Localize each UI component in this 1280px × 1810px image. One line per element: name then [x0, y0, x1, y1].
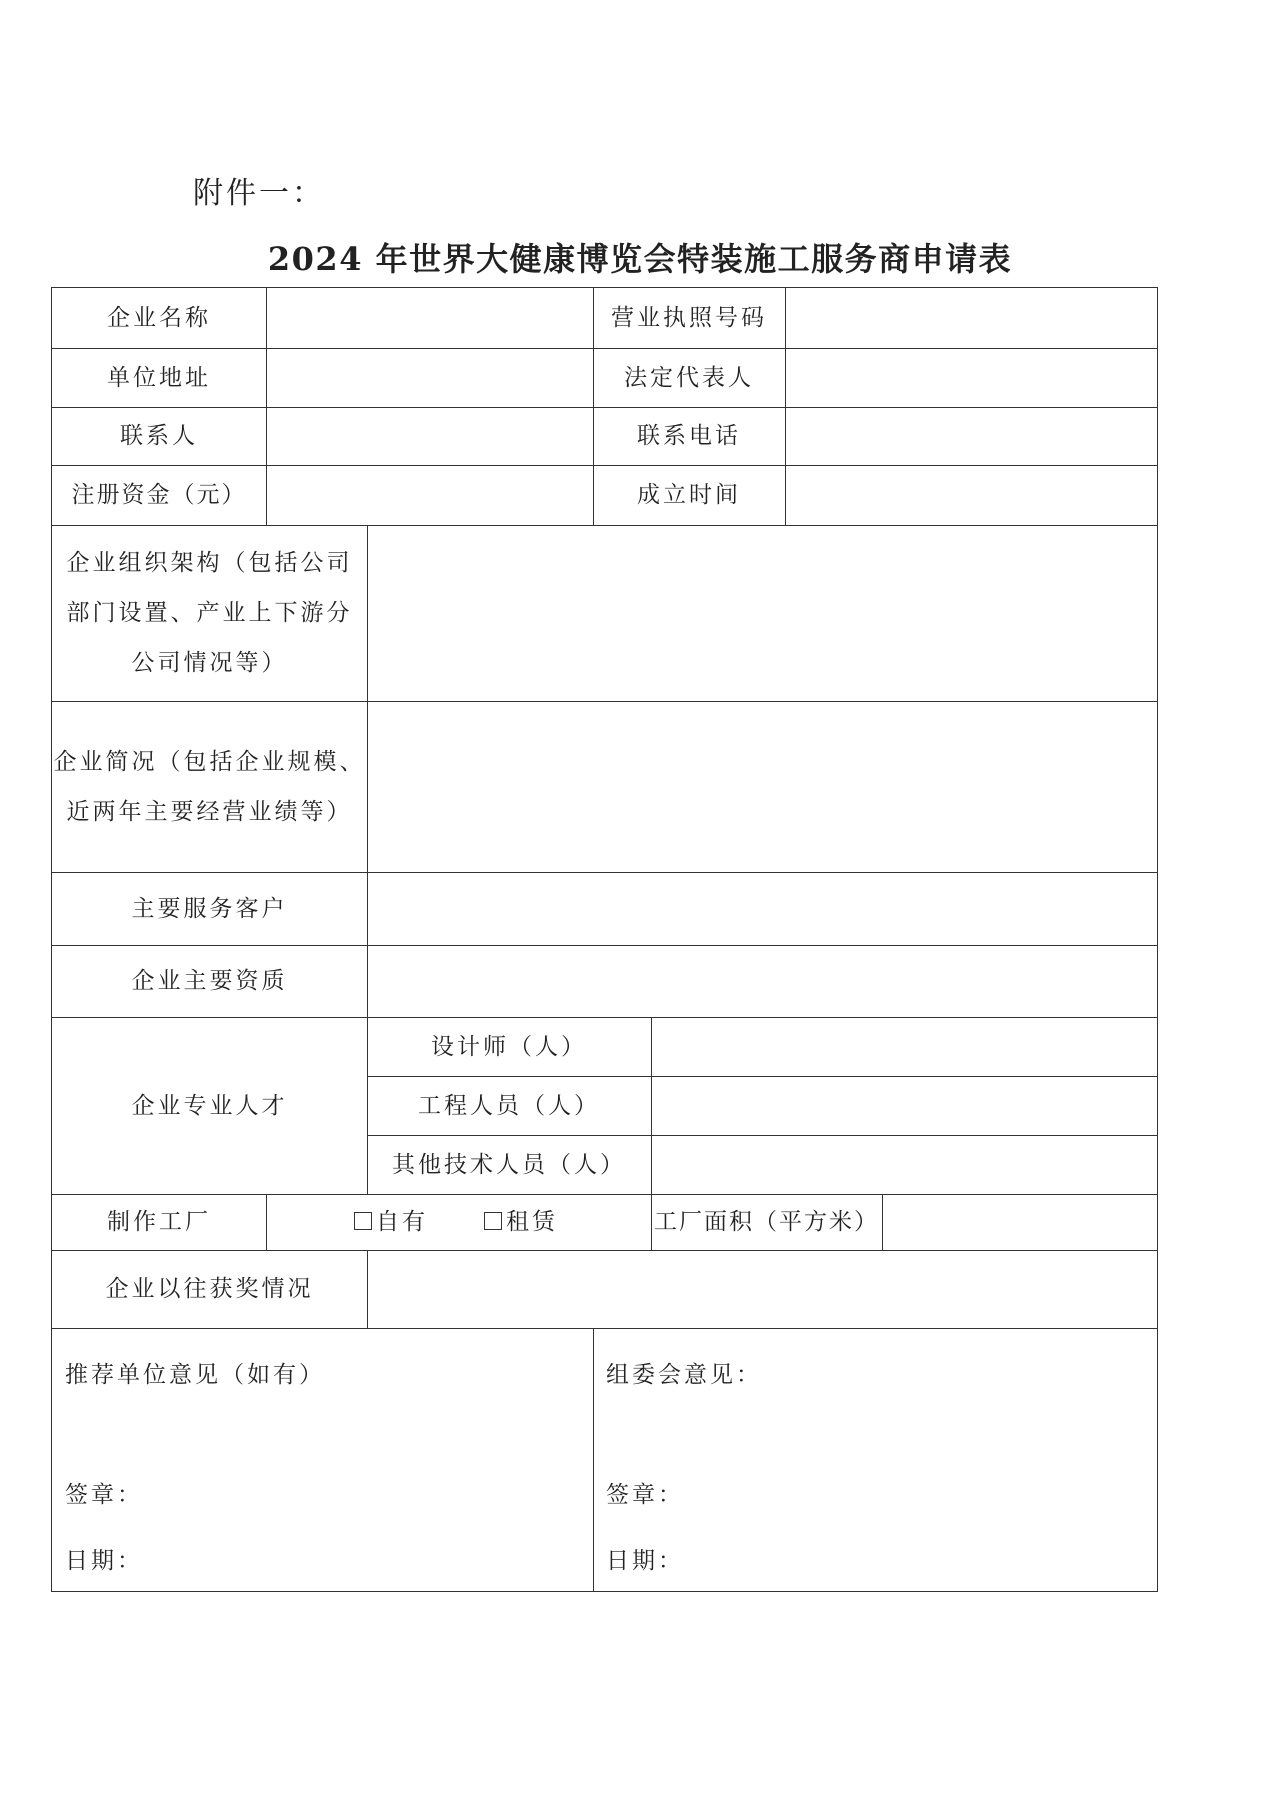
checkbox-icon[interactable] — [354, 1212, 372, 1230]
recommend-opinion-box[interactable] — [52, 1328, 593, 1591]
registered-capital-label: 注册资金（元） — [71, 482, 247, 508]
factory-label: 制作工厂 — [107, 1209, 211, 1235]
factory-option-rent[interactable] — [484, 1197, 558, 1247]
factory-option-own-label: 自有 — [376, 1209, 428, 1235]
other-tech-field[interactable] — [651, 1135, 1157, 1194]
designers-label: 设计师（人） — [431, 1033, 587, 1060]
attachment-label: 附件一： — [193, 176, 325, 211]
recommend-date-label: 日期： — [65, 1548, 143, 1574]
factory-area-label: 工厂面积（平方米） — [654, 1209, 879, 1235]
committee-date-label: 日期： — [606, 1548, 684, 1574]
business-license-field[interactable] — [785, 288, 1157, 348]
profile-line: 近两年主要经营业绩等） — [66, 798, 353, 825]
profile-line: 企业简况（包括企业规模、 — [53, 748, 366, 775]
address-field[interactable] — [266, 348, 593, 407]
factory-options — [266, 1194, 651, 1250]
committee-label: 组委会意见： — [606, 1362, 762, 1388]
founded-label: 成立时间 — [637, 482, 741, 508]
form-title: 2024 年世界大健康博览会特装施工服务商申请表 — [267, 240, 1013, 278]
committee-opinion-box[interactable] — [593, 1328, 1157, 1591]
legal-rep-label: 法定代表人 — [624, 364, 754, 391]
committee-signature-label: 签章： — [606, 1482, 684, 1508]
contact-phone-field[interactable] — [785, 407, 1157, 465]
talent-label: 企业专业人才 — [131, 1092, 288, 1119]
company-name-field[interactable] — [266, 288, 593, 348]
clients-label: 主要服务客户 — [131, 895, 288, 922]
company-profile-label — [52, 701, 367, 872]
factory-area-field[interactable] — [882, 1194, 1157, 1250]
application-form-table — [51, 287, 1158, 1592]
factory-option-own[interactable] — [354, 1197, 428, 1247]
org-structure-label — [52, 525, 367, 701]
clients-field[interactable] — [367, 872, 1157, 945]
legal-rep-field[interactable] — [785, 348, 1157, 407]
founded-field[interactable] — [785, 465, 1157, 525]
checkbox-icon[interactable] — [484, 1212, 502, 1230]
company-profile-field[interactable] — [367, 701, 1157, 872]
engineers-label: 工程人员（人） — [418, 1092, 600, 1119]
business-license-label: 营业执照号码 — [611, 305, 767, 331]
org-structure-field[interactable] — [367, 525, 1157, 701]
qualifications-label: 企业主要资质 — [131, 968, 288, 994]
org-structure-line: 企业组织架构（包括公司 — [66, 550, 353, 576]
awards-label: 企业以往获奖情况 — [105, 1276, 314, 1302]
org-structure-line: 公司情况等） — [131, 650, 288, 676]
contact-field[interactable] — [266, 407, 593, 465]
company-name-label: 企业名称 — [107, 305, 211, 331]
qualifications-field[interactable] — [367, 945, 1157, 1017]
contact-label: 联系人 — [120, 423, 198, 449]
recommend-label: 推荐单位意见（如有） — [65, 1362, 325, 1388]
designers-field[interactable] — [651, 1017, 1157, 1076]
other-tech-label: 其他技术人员（人） — [392, 1151, 626, 1178]
registered-capital-field[interactable] — [266, 465, 593, 525]
awards-field[interactable] — [367, 1250, 1157, 1328]
engineers-field[interactable] — [651, 1076, 1157, 1135]
contact-phone-label: 联系电话 — [637, 423, 741, 449]
address-label: 单位地址 — [107, 364, 211, 391]
factory-option-rent-label: 租赁 — [506, 1209, 558, 1235]
org-structure-line: 部门设置、产业上下游分 — [66, 600, 353, 626]
recommend-signature-label: 签章： — [65, 1482, 143, 1508]
